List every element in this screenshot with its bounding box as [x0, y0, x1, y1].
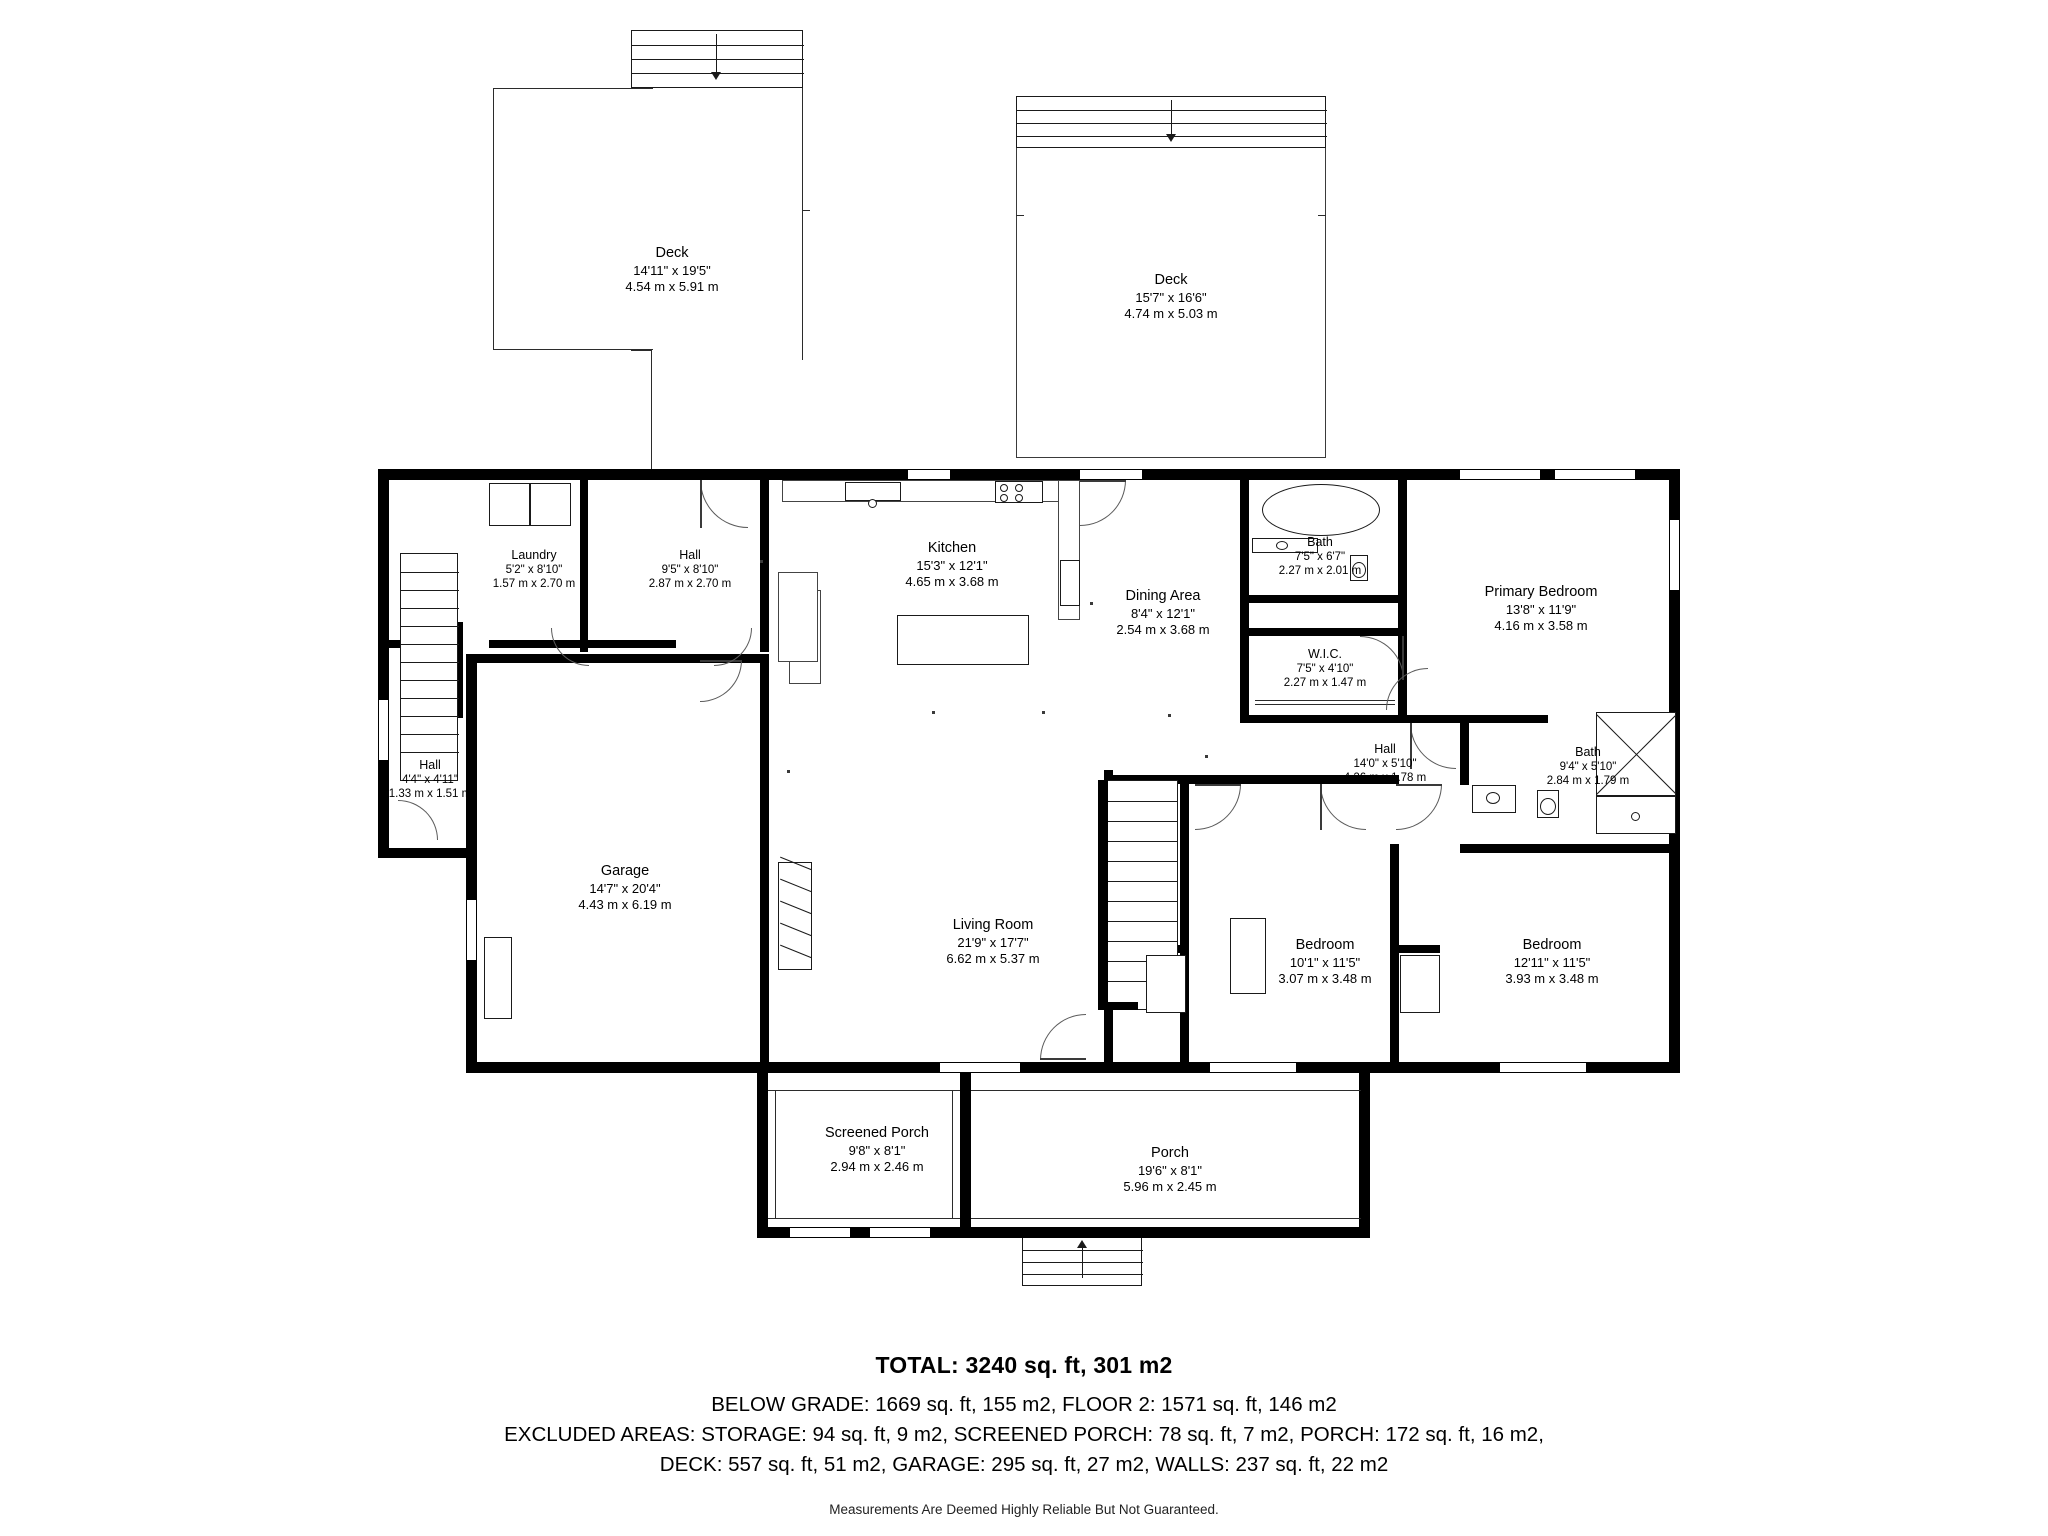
closet-hall: [1146, 955, 1186, 1013]
door-leaf-dining-pantry: [1080, 480, 1126, 482]
room-label-kitchen: Kitchen 15'3" x 12'1" 4.65 m x 3.68 m: [905, 540, 999, 589]
dim-tick-2: [1042, 711, 1045, 714]
room-label-screened-porch: Screened Porch 9'8" x 8'1" 2.94 m x 2.46 m: [825, 1125, 929, 1174]
window-top-2: [1555, 469, 1635, 480]
interior-wall-laundry-right: [580, 480, 588, 652]
room-label-hall-left: Hall 4'4" x 4'11" 1.33 m x 1.51 m: [388, 758, 472, 801]
porch-stairs-arrow: [1082, 1244, 1083, 1278]
screened-porch-opening-1: [790, 1227, 850, 1238]
door-screened-porch: [700, 660, 742, 702]
room-label-bedroom-large: Bedroom 12'11" x 11'5" 3.93 m x 3.48 m: [1505, 937, 1599, 986]
toilet-bowl-icon-bath2: [1540, 798, 1556, 815]
deck-left-step-base: [631, 350, 651, 351]
exterior-wall-left-step: [378, 848, 477, 858]
deck-right-dim-arrow-right: [1318, 215, 1326, 216]
window-bottom-1: [1500, 1062, 1586, 1073]
room-label-porch: Porch 19'6" x 8'1" 5.96 m x 2.45 m: [1123, 1145, 1217, 1194]
room-label-wic: W.I.C. 7'5" x 4'10" 2.27 m x 1.47 m: [1283, 647, 1367, 690]
door-leaf-front: [1040, 1058, 1086, 1060]
room-label-bath-hall: Bath 9'4" x 5'10" 2.84 m x 1.79 m: [1546, 745, 1630, 788]
porch-rail-top: [971, 1090, 1361, 1091]
room-label-hall-right: Hall 14'0" x 5'10" 4.26 m x 1.78 m: [1343, 742, 1427, 785]
window-right-1: [1669, 520, 1680, 590]
door-leaf-kitchen-entry: [700, 480, 702, 528]
kitchen-sink-drain-icon: [868, 499, 877, 508]
wic-shelf: [1255, 700, 1395, 701]
room-label-deck-right: Deck 15'7" x 16'6" 4.74 m x 5.03 m: [1124, 272, 1218, 321]
door-leaf-bath-primary: [1402, 636, 1404, 680]
window-left-upper: [378, 700, 389, 760]
dining-table-icon: [897, 615, 1029, 665]
window-top-4: [908, 469, 950, 480]
dim-tick-1: [932, 711, 935, 714]
door-front: [1040, 1014, 1086, 1060]
garage-window-bank: [778, 862, 812, 970]
interior-wall-bath-left: [1240, 480, 1249, 723]
garage-door-left-panel: [484, 937, 512, 1019]
bath2-sink-icon: [1486, 792, 1500, 804]
dim-tick-4: [1090, 602, 1093, 605]
burner-3-icon: [1000, 494, 1008, 502]
wic-shelf-2: [1255, 704, 1395, 705]
porch-wall-right: [1359, 1073, 1370, 1238]
screened-porch-screen-left: [775, 1090, 776, 1218]
interior-wall-wic-bottom: [1249, 715, 1407, 723]
interior-wall-hall-right: [760, 480, 769, 652]
footer-line-2: BELOW GRADE: 1669 sq. ft, 155 m2, FLOOR 2: 1571 sq. ft, 146 m2: [711, 1393, 1337, 1416]
footer-disclaimer: Measurements Are Deemed Highly Reliable But Not Guaranteed.: [829, 1502, 1219, 1517]
window-bottom-3: [940, 1062, 1020, 1073]
room-label-hall-upper: Hall 9'5" x 8'10" 2.87 m x 2.70 m: [648, 548, 732, 591]
interior-wall-bath-bottom: [1249, 595, 1399, 603]
interior-wall-bath2-left: [1460, 715, 1469, 785]
burner-2-icon: [1015, 484, 1023, 492]
footer-total: TOTAL: 3240 sq. ft, 301 m2: [875, 1352, 1173, 1378]
deck-left-outline: [493, 88, 653, 350]
door-leaf-bedroom-small: [1320, 784, 1322, 830]
deck-left-wall-bottom: [493, 349, 653, 350]
screened-porch-screen-bottom: [768, 1218, 960, 1219]
stairs-living-room-wall-bottom: [1098, 1002, 1138, 1010]
porch-rail-bottom: [971, 1218, 1361, 1219]
deck-right-stairs-arrowhead: [1166, 134, 1176, 142]
bath2-shower-drain-icon: [1631, 812, 1640, 821]
dryer-icon: [530, 483, 571, 526]
window-top-3: [1080, 469, 1142, 480]
room-label-bedroom-small: Bedroom 10'1" x 11'5" 3.07 m x 3.48 m: [1278, 937, 1372, 986]
footer-line-4: DECK: 557 sq. ft, 51 m2, GARAGE: 295 sq. ft, 27 m2, WALLS: 237 sq. ft, 22 m2: [659, 1453, 1389, 1476]
screened-porch-wall-left: [757, 1073, 768, 1238]
deck-left-wall-left: [493, 88, 494, 350]
door-dining-pantry: [1080, 480, 1126, 526]
interior-wall-closet-corner2: [1398, 945, 1440, 953]
closet-bedroom-large: [1400, 955, 1440, 1013]
window-garage-left: [466, 900, 477, 960]
deck-right-stairs-arrow: [1171, 100, 1172, 136]
exterior-wall-left-lower: [466, 654, 477, 1072]
interior-wall-bedroom-left: [1180, 775, 1189, 1072]
deck-left-stairs-arrowhead: [711, 72, 721, 80]
door-hall-closet: [1195, 784, 1241, 830]
porch-wall-bottom: [960, 1227, 1370, 1238]
dim-tick-5: [1205, 755, 1208, 758]
door-garage-side: [398, 800, 438, 840]
screened-porch-opening-2: [870, 1227, 930, 1238]
closet-bedroom-small: [1230, 918, 1266, 994]
door-kitchen-entry: [700, 480, 748, 528]
washer-icon: [489, 483, 530, 526]
interior-wall-primary-bottom: [1398, 715, 1548, 723]
window-bottom-2: [1210, 1062, 1296, 1073]
interior-wall-hall-bottom: [588, 640, 676, 648]
burner-4-icon: [1015, 494, 1023, 502]
screened-porch-screen-right: [952, 1090, 953, 1218]
bathtub-icon: [1262, 484, 1380, 536]
burner-1-icon: [1000, 484, 1008, 492]
window-top-1: [1460, 469, 1540, 480]
range-icon: [1060, 560, 1080, 606]
door-bedroom-large: [1396, 784, 1442, 830]
screened-porch-screen-top: [768, 1090, 960, 1091]
interior-wall-bedroom-divider: [1390, 844, 1399, 1072]
door-bedroom-small: [1320, 784, 1366, 830]
room-label-living-room: Living Room 21'9" x 17'7" 6.62 m x 5.37 m: [946, 917, 1040, 966]
room-label-primary-bedroom: Primary Bedroom 13'8" x 11'9" 4.16 m x 3.58 m: [1484, 584, 1598, 633]
deck-left-dim-arrow: [802, 210, 810, 211]
room-label-bath-primary: Bath 7'5" x 6'7" 2.27 m x 2.01 m: [1278, 535, 1362, 578]
deck-left-edge-top: [493, 88, 653, 89]
room-label-deck-left: Deck 14'11" x 19'5" 4.54 m x 5.91 m: [625, 245, 719, 294]
room-label-garage: Garage 14'7" x 20'4" 4.43 m x 6.19 m: [578, 863, 672, 912]
interior-wall-bath2-bottom: [1460, 844, 1680, 853]
door-leaf-hall-closet: [1195, 784, 1241, 786]
room-label-dining-area: Dining Area 8'4" x 12'1" 2.54 m x 3.68 m: [1116, 588, 1210, 637]
stairs-living-room-wall: [1098, 780, 1107, 1010]
exterior-wall-left-upper: [378, 469, 389, 858]
dim-tick-3: [1168, 714, 1171, 717]
footer-line-3: EXCLUDED AREAS: STORAGE: 94 sq. ft, 9 m2, SCREENED PORCH: 78 sq. ft, 7 m2, PORCH: 172 sq. ft, 16 m2,: [504, 1423, 1544, 1446]
garage-shelf: [778, 572, 818, 662]
stairs-left: [400, 553, 458, 781]
exterior-wall-bottom: [466, 1062, 1680, 1073]
dim-tick-7: [760, 560, 763, 563]
interior-wall-wic-top: [1249, 628, 1399, 636]
deck-left-jog: [651, 350, 652, 470]
room-label-laundry: Laundry 5'2" x 8'10" 1.57 m x 2.70 m: [492, 548, 576, 591]
screened-porch-wall-right: [960, 1073, 971, 1238]
deck-left-stairs-arrow: [716, 34, 717, 74]
deck-right-dim-arrow-left: [1016, 215, 1024, 216]
interior-wall-garage-right: [760, 654, 769, 1072]
porch-stairs-arrowhead: [1077, 1240, 1087, 1248]
dim-tick-6: [787, 770, 790, 773]
